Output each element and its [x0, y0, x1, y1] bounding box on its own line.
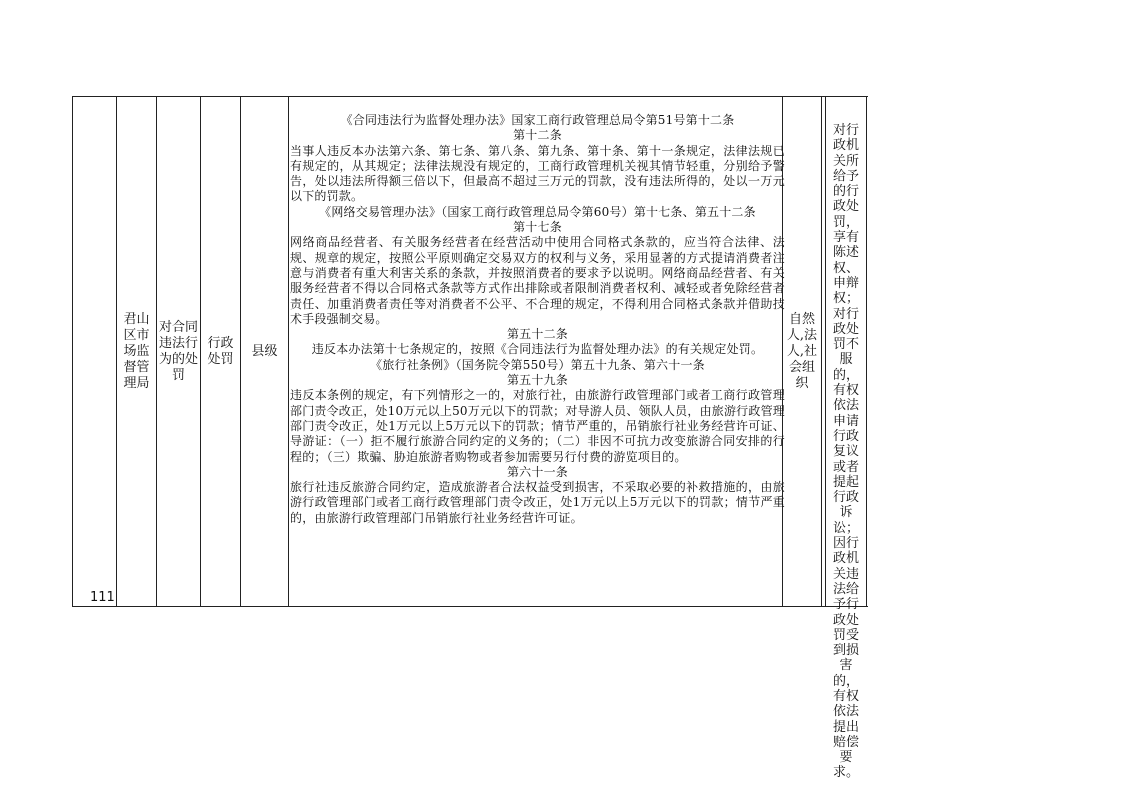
level-cell — [241, 96, 288, 607]
department-cell — [117, 96, 156, 607]
basis-heading: 《网络交易管理办法》（国家工商行政管理总局令第60号）第十七条、第五十二条 — [319, 204, 756, 219]
row-number: 111 — [90, 590, 115, 605]
target-text: 自然人,法人,社会组织 — [786, 311, 818, 391]
remedy-cell — [826, 96, 866, 781]
basis-heading: 第十七条 — [513, 220, 562, 235]
level-text: 县级 — [251, 343, 278, 359]
matter-text: 对合同违法行为的处罚 — [159, 319, 199, 383]
column-divider — [866, 96, 867, 607]
power-list-table — [72, 96, 868, 781]
basis-paragraph: 旅行社违反旅游合同约定，造成旅游者合法权益受到损害，不采取必要的补救措施的，由旅游行政管理部门或者工商行政管理部门责令改正，处1万元以上5万元以下的罚款；情节严重的，由旅游行政管理部门吊销旅行社业务经营许可证。 — [290, 480, 785, 525]
basis-paragraph: 违反本条例的规定，有下列情形之一的，对旅行社，由旅游行政管理部门或者工商行政管理部门责令改正，处10万元以上50万元以下的罚款；对导游人员、领队人员，由旅游行政管理部门责令改正，处1万元以上5万元以下的罚款；情节严重的，吊销旅行社业务经营许可证、导游证：（一）拒不履行旅游合同约定的义务的；（二）非因不可抗力改变旅游合同安排的行程的；（三）欺骗、胁迫旅游者购物或者参加需要另行付费的游览项目的。 — [290, 388, 785, 464]
matter-cell — [157, 96, 200, 607]
target-cell — [783, 96, 821, 607]
column-divider — [72, 96, 73, 607]
basis-paragraph: 当事人违反本办法第六条、第七条、第八条、第九条、第十条、第十一条规定，法律法规已有规定的，从其规定；法律法规没有规定的，工商行政管理机关视其情节轻重，分别给予警告，处以违法所得额三倍以下，但最高不超过三万元的罚款，没有违法所得的，处以一万元以下的罚款。 — [290, 143, 785, 204]
basis-heading: 《旅行社条例》（国务院令第550号）第五十九条、第六十一条 — [370, 357, 705, 372]
column-divider — [821, 96, 822, 607]
category-cell — [201, 96, 240, 607]
basis-heading: 第六十一条 — [506, 464, 568, 479]
basis-heading: 第五十二条 — [506, 327, 568, 342]
basis-heading: 《合同违法行为监督处理办法》国家工商行政管理总局令第51号第十二条 — [340, 113, 735, 127]
remedy-text: 对行政机关所给予的行政处罚，享有陈述权、申辩权；对行政处罚不服的，有权依法申请行政复议或者提起行政诉讼；因行政机关违法给予行政处罚受到损害的，有权依法提出赔偿要求。 — [832, 123, 859, 781]
basis-paragraph: 网络商品经营者、有关服务经营者在经营活动中使用合同格式条款的，应当符合法律、法规、规章的规定，按照公平原则确定交易双方的权利与义务，采用显著的方式提请消费者注意与消费者有重大利害关系的条款，并按照消费者的要求予以说明。网络商品经营者、有关服务经营者不得以合同格式条款等方式作出排除或者限制消费者权利、减轻或者免除经营者责任、加重消费者责任等对消费者不公平、不合理的规定，不得利用合同格式条款并借助技术手段强制交易。 — [290, 235, 785, 326]
column-divider — [288, 96, 289, 607]
department-text: 君山区市场监督管理局 — [123, 311, 150, 391]
category-text: 行政处罚 — [207, 335, 234, 367]
legal-basis-text — [290, 113, 785, 526]
basis-heading: 第十二条 — [513, 128, 562, 143]
basis-heading: 违反本办法第十七条规定的，按照《合同违法行为监督处理办法》的有关规定处罚。 — [311, 342, 764, 357]
basis-heading: 第五十九条 — [506, 373, 568, 388]
